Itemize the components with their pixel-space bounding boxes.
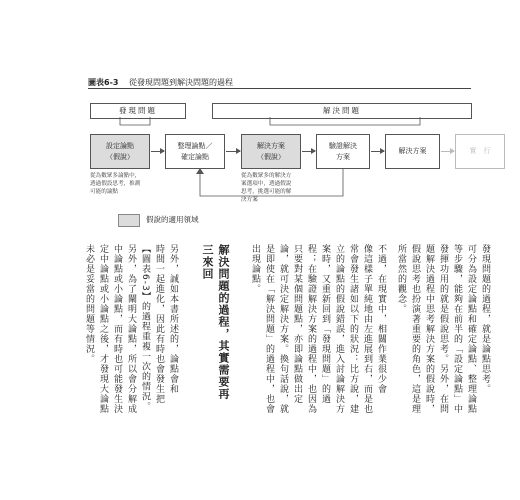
flow-step-verify-solution [316,134,370,169]
flow-step-line: 設定論點 [106,141,134,150]
body-text-column: 另外，誠如本書所述的，論點會和 [168,244,178,394]
flow-step-line: 確定論點 [181,152,209,161]
body-text-column: 定中論點或小論點之後，才發現大論點 [98,244,108,414]
body-text-column: 發現問題的過程，就是論點思考。 [480,244,490,394]
note-set-issue [90,172,162,196]
flow-arrow [226,151,240,152]
body-text-column: 是即使在「解決問題」的過程中，也會 [264,244,274,414]
section-heading: 解決問題的過程，其實需要再 [217,244,230,400]
body-text-column: 【圖表6-3】的過程重複一次的情況。 [140,244,150,412]
body-text-column: 時間一起進化，因此有時也會發生把 [154,244,164,404]
flow-step-organize-issue [165,134,225,169]
flow-step-line: （假說） [257,152,285,161]
figure-caption [88,77,233,88]
body-text-column: 不過，在現實中，相關作業很少會 [376,244,386,394]
body-text-column: 等步驟，能夠在前半的「設定論點」中 [452,244,462,414]
flow-step-solution [385,134,440,169]
body-text-column: 題解決過程中思考解決方案的假說時， [424,244,434,414]
body-text-column: 未必是妥當的問題等情況。 [84,244,94,364]
flow-step-line: 解決方案 [398,147,427,155]
flow-arrow [302,151,315,152]
body-text-column: 另外，為了闡明大論點，所以會分解成 [126,244,136,414]
note-line: 案選項中，透過假說 [241,181,292,187]
figure-title: 從發現問題到解決問題的過程 [129,78,233,87]
note-line: 從為數眾多的解決方 [241,173,292,179]
note-line: 思考，挑選可能的解 [241,189,292,195]
body-text-column: 論，就可決定解決方案。換句話說，就 [278,244,288,414]
flow-step-execute [455,134,505,169]
flow-step-line: 驗證解決 [329,141,357,150]
body-text-column: 像這樣子單純地由左進展到右，而是也 [362,244,372,414]
legend-label: 假說的適用領域 [146,215,199,224]
flow-step-line: 實 行 [469,147,491,155]
note-line: 決方案 [241,197,258,203]
legend-swatch [118,214,140,227]
body-text-column: 中論點或小論點，而有時也可能發生決 [112,244,122,414]
body-text-column: 程；在驗證解決方案的過程中，也因為 [306,244,316,414]
note-line: 可能的論點 [90,189,118,195]
flow-arrow [151,151,164,152]
body-text-column: 案時，又重新回到「發現問題」的過 [320,244,330,404]
flow-arrow [441,151,454,152]
caption-rule [88,88,471,89]
flow-step-solution-hypothesis [241,134,301,169]
phase-solve-problem: 解決問題 [212,103,472,119]
body-text-column: 出現論點。 [250,244,260,294]
body-text-column: 發揮功用的就是假說思考。另外，在問 [438,244,448,414]
note-line: 從為數眾多論點中， [90,173,141,179]
section-heading: 三來回 [201,244,214,280]
flow-step-line: （假說） [106,152,134,161]
body-text-column: 常會發生諸如以下的狀況：比方說，建 [348,244,358,414]
flow-step-line: 方案 [336,152,350,161]
flow-arrow [371,151,384,152]
flow-step-line: 整理論點／ [177,141,213,150]
note-line: 透過假設思考，推測 [90,181,141,187]
phase-find-problem: 發現問題 [90,103,186,119]
figure-label: 圖表6-3 [88,78,119,87]
body-text-column: 假說思考也扮演著重要的角色，這是理 [410,244,420,414]
flow-step-line: 解決方案 [257,141,285,150]
body-text-column: 所當然的觀念。 [396,244,406,314]
body-text-column: 立的論點的假說錯誤，進入討論解決方 [334,244,344,414]
flow-step-set-issue [90,134,150,169]
body-text-column: 只要對某個問題點，亦即論點做出定 [292,244,302,404]
note-solution-hypothesis [241,172,313,204]
body-text-column: 可分為設定論點和確定論點、整理論點 [466,244,476,414]
